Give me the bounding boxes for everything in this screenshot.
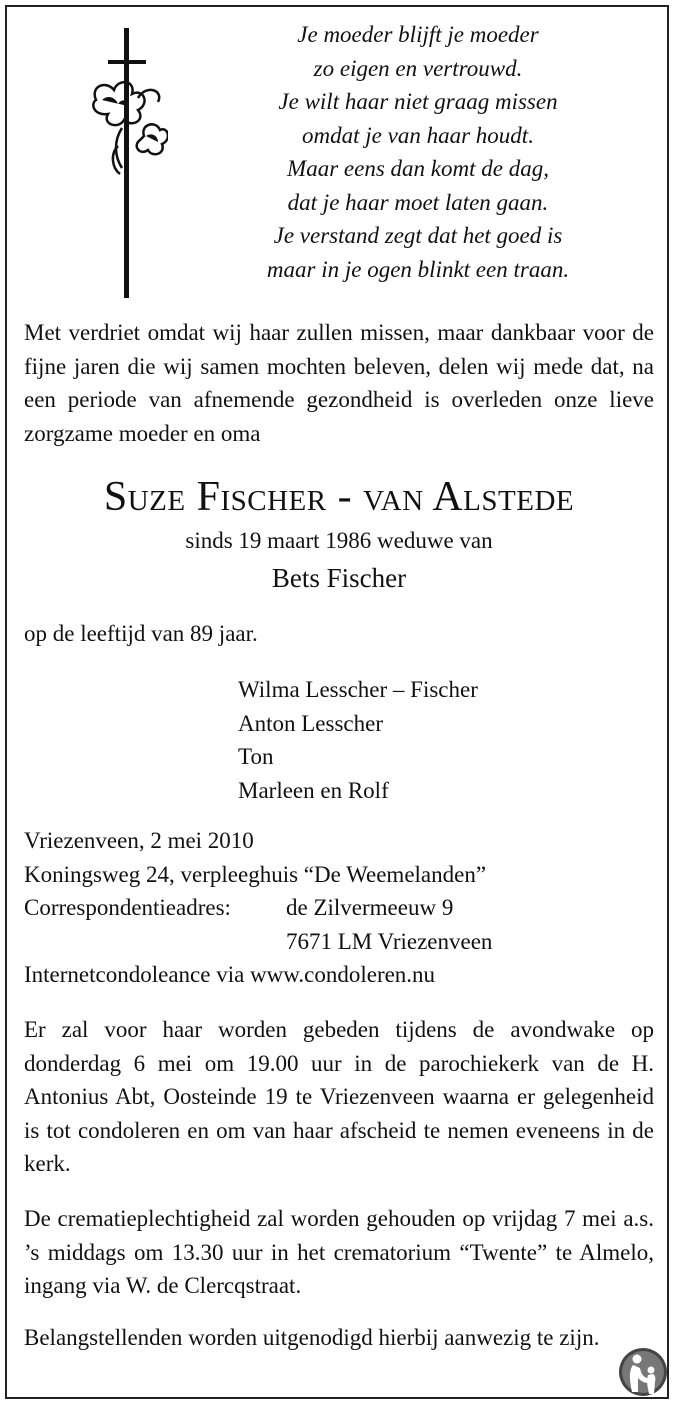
poem-line: Je wilt haar niet graag missen	[278, 89, 558, 114]
cross-with-flowers-icon	[88, 28, 168, 300]
correspondence-city: 7671 LM Vriezenveen	[286, 928, 493, 954]
family-member: Anton Lesscher	[238, 710, 383, 736]
mourning-figure-logo-icon	[618, 1346, 668, 1398]
poem-line: Je moeder blijft je moeder	[297, 22, 539, 47]
age-line: op de leeftijd van 89 jaar.	[24, 621, 258, 646]
poem	[228, 18, 608, 286]
correspondence-street: de Zilvermeeuw 9	[286, 895, 454, 920]
service-paragraph: Er zal voor haar worden gebeden tijdens de avondwake op donderdag 6 mei om 19.00 uur in de parochiekerk van de H. Antonius Abt, Oosteinde 19 te Vriezenveen waarna er gelegenheid is tot condoleren en om van haar afscheid te nemen eveneens in de kerk.	[24, 1017, 654, 1176]
family-member: Marleen en Rolf	[238, 777, 389, 803]
correspondence-label: Correspondentieadres:	[24, 895, 231, 920]
intro-paragraph: Met verdriet omdat wij haar zullen missen, maar dankbaar voor de fijne jaren die wij samen mochten beleven, delen wij mede dat, na een periode van afnemende gezondheid is overleden onze lieve zorgzame moeder en oma	[24, 320, 654, 446]
invite-paragraph: Belangstellenden worden uitgenodigd hierbij aanwezig te zijn.	[24, 1325, 600, 1350]
poem-line: Je verstand zegt dat het goed is	[273, 223, 563, 248]
widow-since-line: sinds 19 maart 1986 weduwe van	[185, 528, 493, 553]
poem-line: zo eigen en vertrouwd.	[313, 55, 523, 81]
poem-line: maar in je ogen blinkt een traan.	[266, 256, 570, 282]
family-member: Ton	[238, 744, 274, 769]
family-member: Wilma Lesscher – Fischer	[238, 677, 478, 702]
correspondence-row	[24, 891, 654, 925]
residence: Koningsweg 24, verpleeghuis “De Weemelanden”	[24, 861, 487, 887]
address-block	[24, 824, 654, 992]
husband-name: Bets Fischer	[271, 563, 407, 593]
condolence-line: Internetcondoleance via www.condoleren.nu	[24, 962, 436, 987]
poem-line: Maar eens dan komt de dag,	[287, 156, 549, 181]
poem-line: omdat je van haar houdt.	[302, 122, 534, 148]
place-date: Vriezenveen, 2 mei 2010	[24, 828, 254, 853]
family-list	[238, 673, 478, 807]
cremation-paragraph: De crematieplechtigheid zal worden gehouden op vrijdag 7 mei a.s. ’s middags om 13.30 uur in het crematorium “Twente” te Almelo, ingang via W. de Clercqstraat.	[24, 1206, 654, 1298]
deceased-name: Suze Fischer - van Alstede	[103, 474, 575, 520]
poem-line: dat je haar moet laten gaan.	[287, 189, 549, 215]
